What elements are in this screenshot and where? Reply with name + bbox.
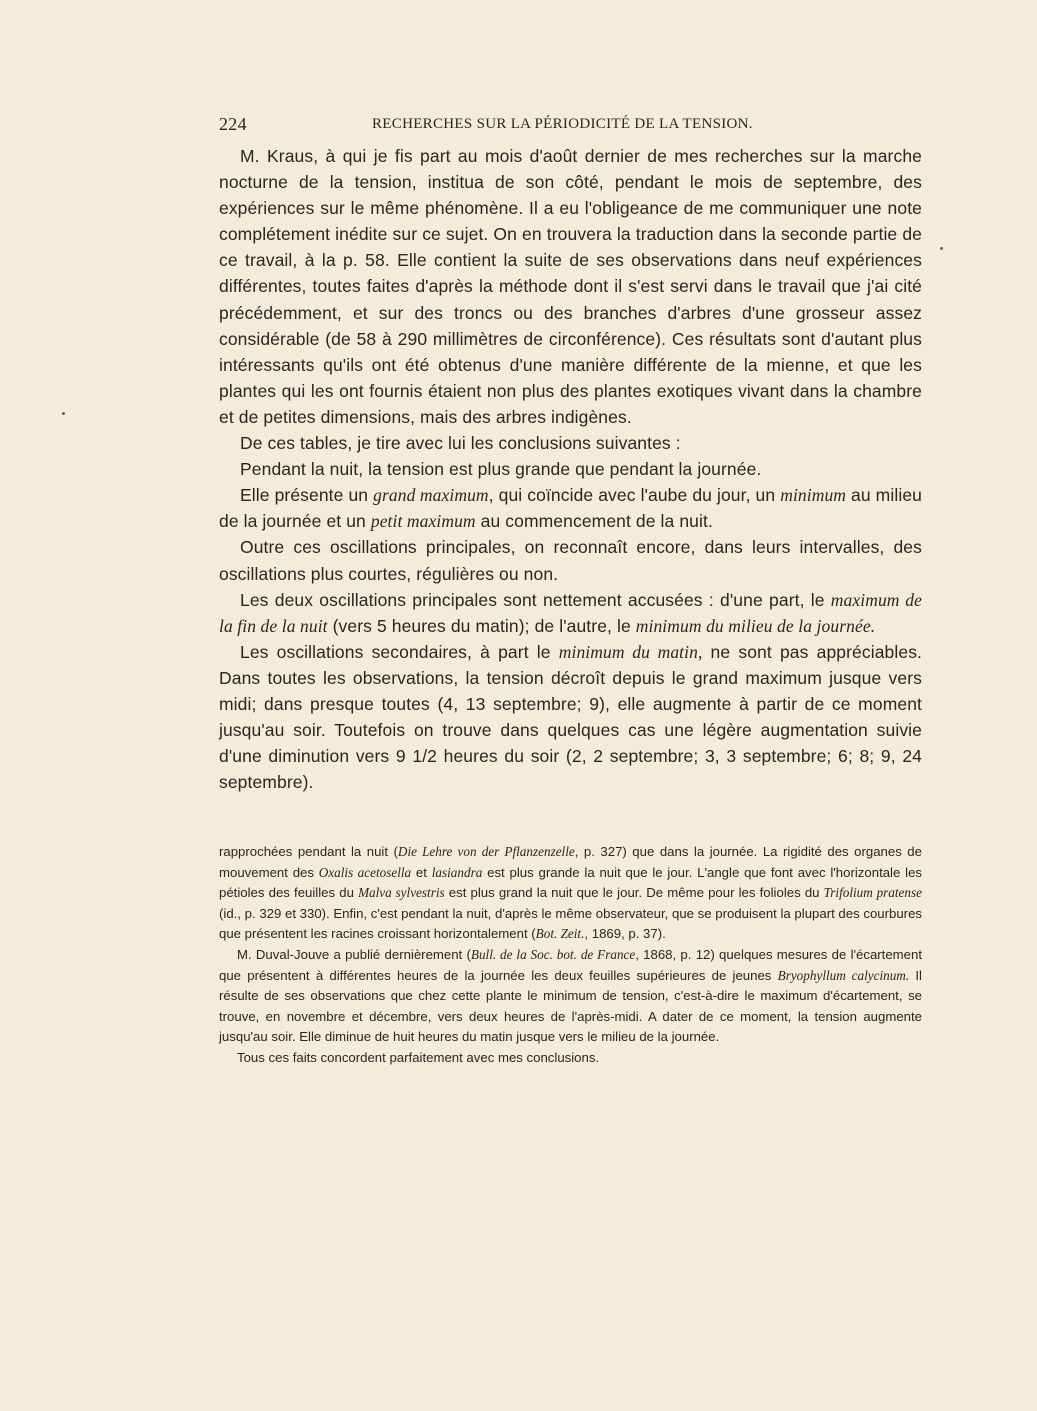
running-title: RECHERCHES SUR LA PÉRIODICITÉ DE LA TENSION. (372, 116, 753, 132)
footnote-conclusion: Tous ces faits concordent parfaitement avec mes conclusions. (237, 1049, 600, 1065)
running-header (219, 114, 753, 138)
paper-speck (940, 247, 943, 250)
paragraph-principal-oscillations: Les deux oscillations principales sont nettement accusées : d'une part, le maximum de la fin de la nuit (vers 5 heures du matin); de l'autre, le minimum du milieu de la journée. (219, 589, 922, 636)
footnote-duval-jouve: M. Duval-Jouve a publié dernièrement (Bull. de la Soc. bot. de France, 1868, p. 12) quelques mesures de l'écartement que présentent à différentes heures de la journée les deux feuilles supérieures de jeunes Bryophyllum calycinum. Il résulte de ses observations que chez cette plante le minimum de tension, c'est-à-dire le maximum d'écartement, se trouve, en novembre et décembre, vers deux heures de l'après-midi. A dater de ce moment, la tension augmente jusqu'au soir. Elle diminue de huit heures du matin jusque vers le milieu de la journée. (219, 946, 922, 1045)
paragraph-maximum-minimum: Elle présente un grand maximum, qui coïncide avec l'aube du jour, un minimum au milieu de la journée et un petit maximum au commencement de la nuit. (219, 485, 922, 532)
paragraph-conclusions-intro: De ces tables, je tire avec lui les conclusions suivantes : (240, 433, 681, 454)
footnote-continued: rapprochées pendant la nuit (Die Lehre von der Pflanzenzelle, p. 327) que dans la journée. La rigidité des organes de mouvement des Oxalis acetosella et lasiandra est plus grande la nuit que le jour. L'angle que font avec l'horizontale les pétioles des feuilles du Malva sylvestris est plus grand la nuit que le jour. De même pour les folioles du Trifolium pratense (id., p. 329 et 330). Enfin, c'est pendant la nuit, d'après le même observateur, que se produisent la plupart des courbures que présentent les racines croissant horizontalement (Bot. Zeit., 1869, p. 37). (219, 844, 922, 942)
paragraph-night-tension: Pendant la nuit, la tension est plus grande que pendant la journée. (240, 459, 762, 480)
page-number: 224 (219, 114, 247, 134)
paragraph-kraus: M. Kraus, à qui je fis part au mois d'août dernier de mes recherches sur la marche nocturne de la tension, institua de son côté, pendant le mois de septembre, des expériences sur le même phénomène. Il a eu l'obligeance de me communiquer une note complétement inédite sur ce sujet. On en trouvera la traduction dans la seconde partie de ce travail, à la p. 58. Elle contient la suite de ses observations dans neuf expériences différentes, toutes faites d'après la méthode dont il s'est servi dans le travail que j'ai cité précédemment, et sur des troncs ou des branches d'arbres d'une grosseur assez considérable (de 58 à 290 millimètres de circonférence). Ces résultats sont d'autant plus intéressants qu'ils ont été obtenus d'une manière différente de la mienne, et que les plantes qui les ont fournis étaient non plus des plantes exotiques vivant dans la chambre et de petites dimensions, mais des arbres indigènes. (219, 146, 922, 427)
main-text (219, 143, 922, 795)
footnotes (219, 842, 922, 1069)
paragraph-oscillations: Outre ces oscillations principales, on reconnaît encore, dans leurs intervalles, des oscillations plus courtes, régulières ou non. (219, 537, 922, 584)
paper-speck (62, 412, 65, 415)
paragraph-secondary-oscillations: Les oscillations secondaires, à part le minimum du matin, ne sont pas appréciables. Dans toutes les observations, la tension décroît depuis le grand maximum jusque vers midi; dans presque toutes (4, 13 septembre; 9), elle augmente à partir de ce moment jusqu'au soir. Toutefois on trouve dans quelques cas une légère augmentation suivie d'une diminution vers 9 1/2 heures du soir (2, 2 septembre; 3, 3 septembre; 6; 8; 9, 24 septembre). (219, 641, 923, 793)
